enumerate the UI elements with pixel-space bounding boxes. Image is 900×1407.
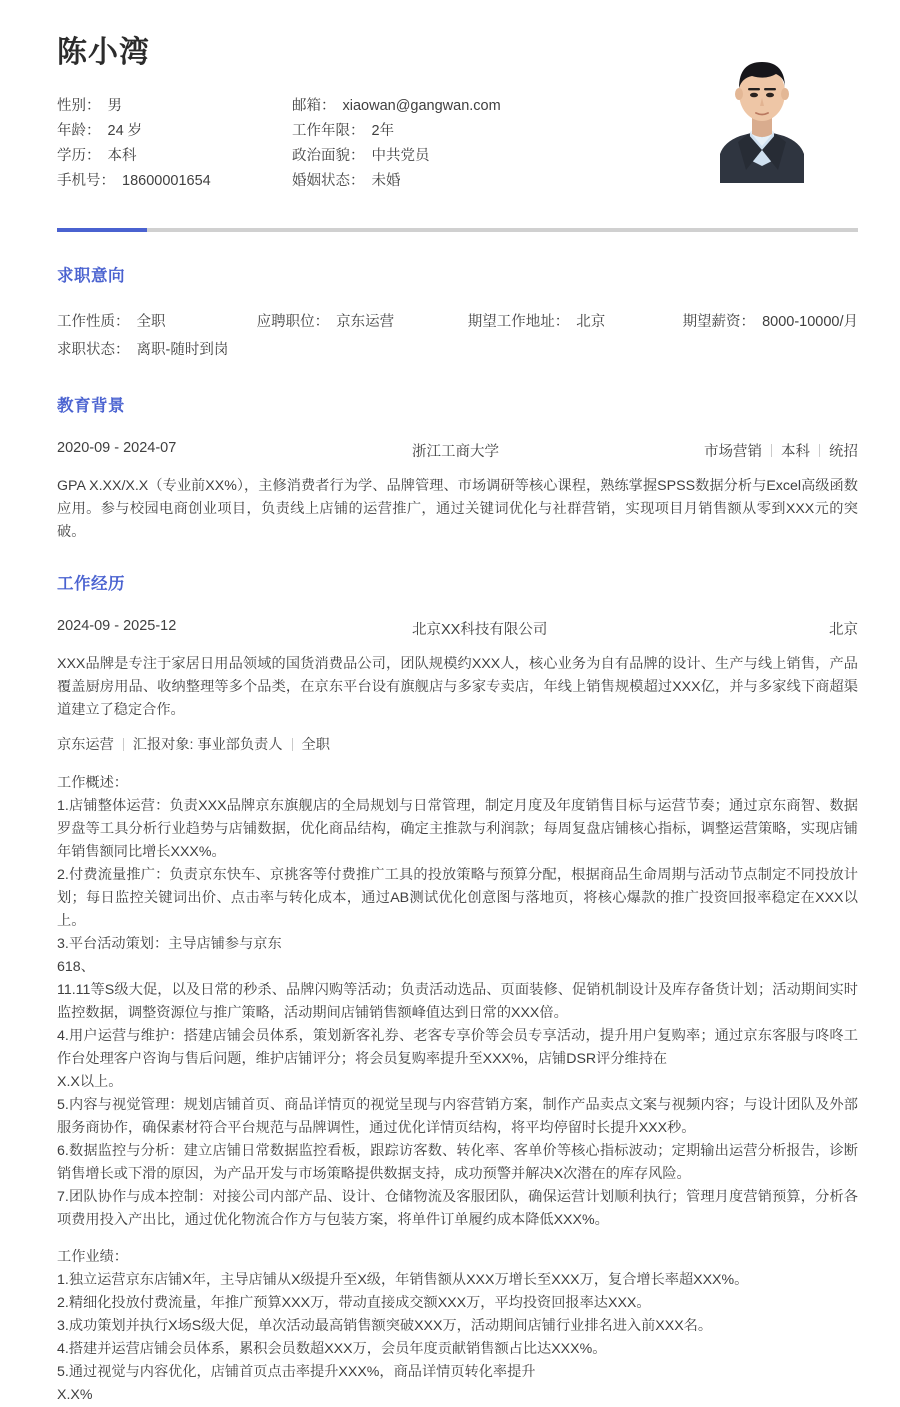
job-location-label: 期望工作地址： xyxy=(467,314,570,330)
info-email-value: xiaowan@gangwan.com xyxy=(342,98,501,114)
education-entry-head xyxy=(57,440,858,462)
job-intention-title: 求职意向 xyxy=(57,267,125,285)
info-gender-value: 男 xyxy=(107,98,122,114)
job-intention-body xyxy=(57,310,858,366)
education-date-range: 2020-09 - 2024-07 xyxy=(57,440,177,456)
work-location: 北京 xyxy=(829,622,858,638)
work-overview-label: 工作概述： xyxy=(57,775,128,791)
job-nature-value: 全职 xyxy=(136,314,166,330)
job-position-label: 应聘职位： xyxy=(256,314,330,330)
work-employment-type: 全职 xyxy=(301,737,330,753)
work-overview-list xyxy=(57,795,858,1232)
list-item: 2.精细化投放付费流量，年推广预算XXX万，带动直接成交额XXX万，平均投资回报率达XXX。 xyxy=(57,1295,651,1311)
job-location-value: 北京 xyxy=(576,314,606,330)
header-divider xyxy=(57,228,858,232)
info-political-status-value: 中共党员 xyxy=(371,148,430,164)
job-status xyxy=(57,338,267,359)
education-admission-type: 统招 xyxy=(829,444,858,460)
info-age-value: 24 岁 xyxy=(107,123,143,139)
info-phone-label: 手机号： xyxy=(57,173,115,189)
info-experience-years-value: 2年 xyxy=(371,123,395,139)
job-status-value: 离职-随时到岗 xyxy=(136,342,229,358)
info-political-status-label: 政治面貌： xyxy=(292,148,365,164)
info-gender xyxy=(57,94,292,119)
info-marital-status-label: 婚姻状态： xyxy=(292,173,365,189)
list-item: 3.成功策划并执行X场S级大促，单次活动最高销售额突破XXX万，活动期间店铺行业排名进入前XXX名。 xyxy=(57,1318,713,1334)
work-title: 工作经历 xyxy=(57,575,125,593)
job-salary xyxy=(683,310,858,331)
divider-accent-bar xyxy=(57,228,147,232)
work-role: 京东运营 xyxy=(57,737,114,753)
job-position-value: 京东运营 xyxy=(336,314,395,330)
education-title: 教育背景 xyxy=(57,397,125,415)
work-date-range: 2024-09 - 2025-12 xyxy=(57,618,177,634)
info-marital-status-value: 未婚 xyxy=(371,173,401,189)
info-education-level xyxy=(57,144,292,169)
meta-separator-icon xyxy=(123,738,124,751)
list-item: 618、 xyxy=(57,959,95,975)
info-email-label: 邮箱： xyxy=(292,98,336,114)
job-location xyxy=(468,310,683,331)
work-report-to: 汇报对象: 事业部负责人 xyxy=(132,737,283,753)
education-description: GPA X.XX/X.X（专业前XX%），主修消费者行为学、品牌管理、市场调研等核心课程，熟练掌握SPSS数据分析与Excel高级函数应用。参与校园电商创业项目，负责线上店铺的运营推广，通过关键词优化与社群营销，实现项目月销售额从零到XXX元的突破。 xyxy=(57,478,858,540)
list-item: 4.用户运营与维护：搭建店铺会员体系，策划新客礼券、老客专享价等会员专享活动，提升用户复购率；通过京东客服与咚咚工作台处理客户咨询与售后问题，维护店铺评分；将会员复购率提升至XXX%，店铺DSR评分维持在 xyxy=(57,1028,858,1067)
work-company-intro: XXX品牌是专注于家居日用品领域的国货消费品公司，团队规模约XXX人，核心业务为自有品牌的设计、生产与线上销售，产品覆盖厨房用品、收纳整理等多个品类，在京东平台设有旗舰店与多家专卖店，年线上销售规模超过XXX亿，并与多家线下商超渠道建立了稳定合作。 xyxy=(57,656,858,718)
meta-separator-icon xyxy=(292,738,293,751)
candidate-name: 陈小湾 xyxy=(57,36,150,69)
list-item: X.X以上。 xyxy=(57,1074,123,1090)
work-achievement-label: 工作业绩： xyxy=(57,1249,128,1265)
info-education-level-label: 学历： xyxy=(57,148,101,164)
work-achievement-list xyxy=(57,1269,858,1407)
job-nature-label: 工作性质： xyxy=(57,314,130,330)
list-item: 3.平台活动策划：主导店铺参与京东 xyxy=(57,936,282,952)
job-salary-label: 期望薪资： xyxy=(682,314,756,330)
info-education-level-value: 本科 xyxy=(107,148,137,164)
section-education xyxy=(0,366,900,544)
job-intention-row-1 xyxy=(57,310,858,338)
work-role-line xyxy=(57,734,858,754)
education-major: 市场营销 xyxy=(704,444,762,460)
list-item: 5.通过视觉与内容优化，店铺首页点击率提升XXX%，商品详情页转化率提升 xyxy=(57,1364,536,1380)
education-degree: 本科 xyxy=(781,444,810,460)
job-intention-row-2 xyxy=(57,338,858,366)
job-status-label: 求职状态： xyxy=(57,342,130,358)
list-item: 1.店铺整体运营：负责XXX品牌京东旗舰店的全局规划与日常管理，制定月度及年度销售目标与运营节奏；通过京东商智、数据罗盘等工具分析行业趋势与店铺数据，优化商品结构，确定主推款与利润款；每周复盘店铺核心指标，调整运营策略，实现店铺年销售额同比增长XXX%。 xyxy=(57,798,858,860)
education-meta xyxy=(704,440,858,461)
job-salary-value: 8000-10000/月 xyxy=(762,314,858,330)
list-item: 6.数据监控与分析：建立店铺日常数据监控看板，跟踪访客数、转化率、客单价等核心指标波动；定期输出运营分析报告，诊断销售增长或下滑的原因，为产品开发与市场策略提供数据支持，成功预警并解决X次潜在的库存风险。 xyxy=(57,1143,858,1182)
info-experience-years-label: 工作年限： xyxy=(292,123,365,139)
list-item: 11.11等S级大促，以及日常的秒杀、品牌闪购等活动；负责活动选品、页面装修、促销机制设计及库存备货计划；活动期间实时监控数据，调整资源位与推广策略，活动期间店铺销售额峰值达到日常的XXX倍。 xyxy=(57,982,858,1021)
job-position xyxy=(257,310,468,331)
list-item: 2.付费流量推广：负责京东快车、京挑客等付费推广工具的投放策略与预算分配，根据商品生命周期与活动节点制定不同投放计划；每日监控关键词出价、点击率与转化成本，通过AB测试优化创意图与落地页，将核心爆款的推广投资回报率稳定在XXX以上。 xyxy=(57,867,858,929)
list-item: 7.团队协作与成本控制：对接公司内部产品、设计、仓储物流及客服团队，确保运营计划顺利执行；管理月度营销预算，分析各项费用投入产出比，通过优化物流合作方与包装方案，将单件订单履约成本降低XXX%。 xyxy=(57,1189,858,1228)
info-gender-label: 性别： xyxy=(57,98,101,114)
info-phone xyxy=(57,169,292,194)
meta-separator-icon xyxy=(819,444,820,457)
work-entry-head xyxy=(57,618,858,640)
list-item: X.X% xyxy=(57,1387,93,1403)
section-work-experience xyxy=(0,544,900,1407)
profile-photo xyxy=(702,38,822,183)
job-nature xyxy=(57,310,257,331)
info-phone-value: 18600001654 xyxy=(122,173,211,189)
info-age xyxy=(57,119,292,144)
education-school-name: 浙江工商大学 xyxy=(412,444,499,460)
spacer xyxy=(57,1232,858,1246)
work-company-name: 北京XX科技有限公司 xyxy=(412,622,548,638)
resume-header xyxy=(0,0,900,200)
section-job-intention xyxy=(0,232,900,366)
list-item: 1.独立运营京东店铺X年，主导店铺从X级提升至X级，年销售额从XXX万增长至XXX万，复合增长率超XXX%。 xyxy=(57,1272,749,1288)
info-age-label: 年龄： xyxy=(57,123,101,139)
list-item: 5.内容与视觉管理：规划店铺首页、商品详情页的视觉呈现与内容营销方案，制作产品卖点文案与视频内容；与设计团队及外部服务商协作，确保素材符合平台规范与品牌调性，通过优化详情页结构，将平均停留时长提升XXX秒。 xyxy=(57,1097,858,1136)
list-item: 4.搭建并运营店铺会员体系，累积会员数超XXX万，会员年度贡献销售额占比达XXX%。 xyxy=(57,1341,607,1357)
meta-separator-icon xyxy=(771,444,772,457)
